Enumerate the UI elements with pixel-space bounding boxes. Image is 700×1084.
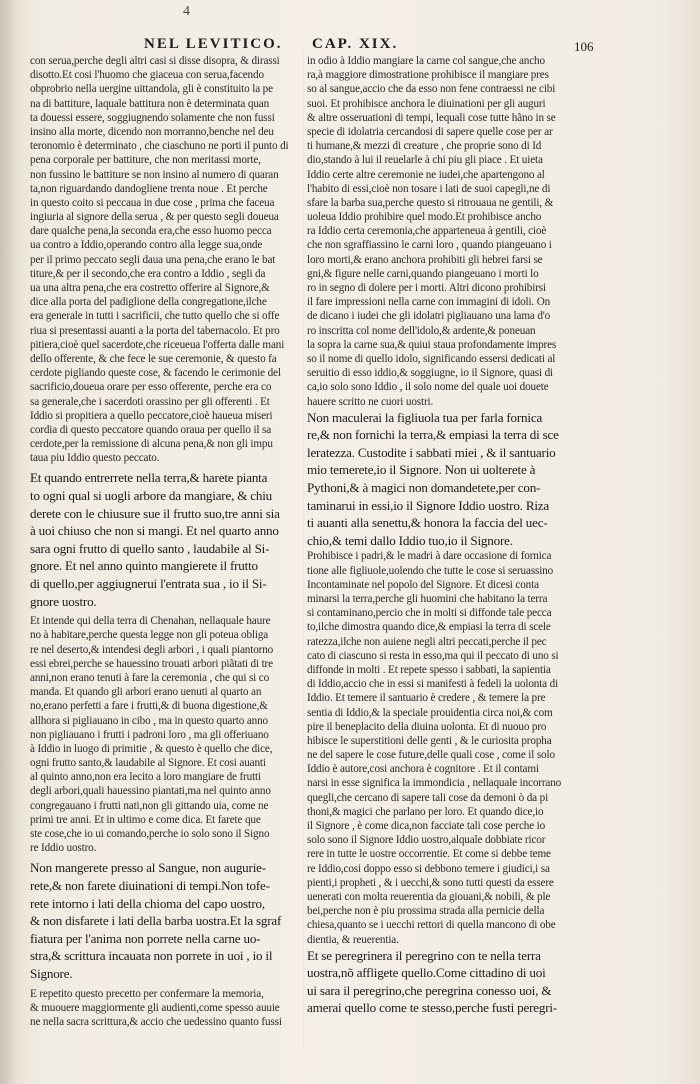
commentary-line: cato di ciascuno si resta in esso,ma qui il peccato di uno si	[307, 649, 559, 662]
commentary-line: essi ebrei,perche se hauessino trouati arbori piãtati di tre	[30, 657, 273, 670]
commentary-line: Iddio. Et temere il santuario è credere , & temere la pre	[307, 692, 546, 705]
running-head-chapter: CAP. XIX.	[312, 36, 399, 52]
commentary-line: manda. Et quando gli arbori erano uenuti al quarto an	[30, 686, 262, 699]
scripture-line: taminarui in essi,io il Signore Iddio uostro. Riza	[307, 497, 550, 513]
commentary-line: rere in tutte le uostre occorrentie. Et come si debbe teme	[307, 848, 551, 861]
commentary-line: dice alla porta del padiglione della congregatione,ilche	[30, 296, 267, 309]
commentary-line: cerdote,per la remissione di alcuna pena,& non gli impu	[30, 438, 273, 451]
scripture-line: chio,& temi dallo Iddio tuo,io il Signore.	[307, 532, 513, 548]
commentary-line: hibisce le superstitioni delle genti , & le curiosita propha	[307, 734, 552, 747]
commentary-line: ca,io solo sono Iddio , il solo nome del quale uoi douete	[307, 381, 549, 394]
commentary-line: de dicano i iudei che gli idolatri pigliauano una lama d'o	[307, 310, 551, 323]
commentary-line: gni,& figure nelle carni,quando piangeuano i morti lo	[307, 267, 539, 280]
commentary-line: per il primo peccato segli daua una pena,che erano le bat	[30, 253, 276, 266]
commentary-line: pitiera,cioè quel sacerdote,che riceueua l'offerta dalle mani	[30, 338, 285, 351]
top-mark: 4	[183, 4, 190, 19]
right-column	[307, 54, 597, 1064]
scripture-line: Non maculerai la figliuola tua per farla fornica	[307, 409, 543, 425]
commentary-line: no,erano perfetti a fare i frutti,& di buona digestione,&	[30, 700, 268, 713]
commentary-line: to,ilche dimostra quando dice,& empiasi la terra di scele	[307, 621, 551, 634]
commentary-line: dare qualche pena,la seconda era,che esso huomo pecca	[30, 225, 272, 238]
scripture-line: à uoi chiuso che non si mangi. Et nel quarto anno	[30, 523, 279, 539]
commentary-line: insino alla morte, dicendo non morranno,benche nel deu	[30, 125, 274, 138]
commentary-line: primi tre anni. Et in ultimo e come dica. Et farete que	[30, 813, 261, 826]
commentary-line: E repetito questo precetto per confermare la memoria,	[30, 987, 264, 1000]
commentary-line: sacrificio,doueua orare per esso offerente, perche era co	[30, 381, 272, 394]
commentary-line: Incontaminate nel popolo del Signore. Et dicesi conta	[307, 578, 539, 591]
commentary-line: non pigliauano i frutti i padroni loro , ma gli offeriuano	[30, 728, 269, 741]
scripture-line: Et quando entrerrete nella terra,& harete pianta	[30, 470, 268, 486]
scripture-line: Pythoni,& à magici non domandetete,per con-	[307, 480, 541, 496]
commentary-line: congregauano i frutti nati,non gli gittando uia, come ne	[30, 799, 269, 812]
commentary-line: sa generale,che i sacerdoti orassino per gli offerenti . Et	[30, 395, 270, 408]
scripture-line: re,& non fornichi la terra,& empiasi la terra di sce	[307, 427, 559, 443]
commentary-line: loro morti,& erano anchora prohibiti gli hebrei farsi se	[307, 253, 543, 266]
commentary-line: titure,& per il secondo,che era contro a Iddio , segli da	[30, 267, 266, 280]
scripture-line: rete,& non farete diuinationi di tempi.Non tofe-	[30, 877, 270, 893]
commentary-line: al quinto anno,non era lecito a loro mangiare de frutti	[30, 771, 261, 784]
commentary-line: thoni,& magici che parlano per loro. Et quando dice,io	[307, 805, 544, 818]
commentary-line: cerdote pigliando queste cose, & facendo le cerimonie del	[30, 367, 281, 380]
commentary-line: ro inscritta col nome dell'idolo,& ardente,& poneuan	[307, 324, 536, 337]
commentary-line: si contaminano,percio che in molti si diffonde tale pecca	[307, 607, 552, 620]
commentary-line: no à habitare,perche questa legge non gli poteua obliga	[30, 629, 269, 642]
commentary-line: allhora si pigliauano in cibo , ma in questo quarto anno	[30, 714, 268, 727]
commentary-line: ra,à maggiore dimostratione prohibisce il mangiare pres	[307, 69, 549, 82]
commentary-line: il fare impressioni nella carne con immagini di idoli. On	[307, 296, 551, 309]
scripture-line: derete con le chiusure sue il frutto suo,tre anni sia	[30, 505, 280, 521]
commentary-line: dientia, & reuerentia.	[307, 933, 399, 946]
commentary-line: Iddio è autore,cosi anchora è cognitore . Et il contami	[307, 763, 539, 776]
commentary-line: in questo coito si peccaua in due cose , prima che faceua	[30, 196, 275, 209]
commentary-line: riua si presentassi auanti a la porta del tabernacolo. Et pro	[30, 324, 280, 337]
commentary-line: ta douessi essere, soggiugnendo solamente che non fussi	[30, 111, 275, 124]
commentary-line: suoi. Et prohibisce anchora le diuinationi per gli auguri	[307, 97, 546, 110]
commentary-line: ingiuria al signore della serua , & per questo segli doueua	[30, 211, 279, 224]
commentary-line: & muouere maggiormente gli audienti,come spesso auuie	[30, 1001, 280, 1014]
commentary-line: sentia di Iddio,& la speciale prouidentia circa noi,& com	[307, 706, 553, 719]
scripture-line: fiatura per l'anima non porrete nella carne uo-	[30, 930, 261, 946]
scripture-line: di quello,per aggiugnerui l'entrata sua , io il Si-	[30, 576, 267, 591]
commentary-line: na di battiture, laquale battitura non è determinata quan	[30, 97, 270, 110]
commentary-line: obprobrio nella uergine uittandola, gli è constituito la pe	[30, 83, 273, 96]
commentary-line: Et intende qui della terra di Chenahan, nellaquale haure	[30, 615, 271, 628]
commentary-line: che non sgraffiassino le carni loro , quando piangeuano i	[307, 239, 552, 252]
scripture-line: ui sara il peregrino,che peregrina conesso uoi, &	[307, 982, 552, 998]
commentary-line: era generale in tutti i sacrificii, che tutto quello che si offe	[30, 310, 280, 323]
commentary-line: ne del sapere le cose future,delle quali cose , come il solo	[307, 749, 555, 762]
scripture-line: uostra,nõ affligete quello.Come cittadino di uoi	[307, 965, 546, 981]
commentary-line: disotto.Et cosi l'huomo che giaceua con serua,facendo	[30, 69, 264, 82]
commentary-line: ua una altra pena,che era costretto offerire al Signore,&	[30, 282, 270, 294]
commentary-line: taua piu Iddio questo peccato.	[30, 452, 160, 465]
commentary-line: pire il beneplacito della diuina uolonta. Et di nuouo pro	[307, 720, 547, 733]
commentary-line: uoleua Iddio prohibire quel modo.Et prohibisce ancho	[307, 211, 542, 224]
commentary-line: dello offerente, & che fece le sue ceremonie, & questo fa	[30, 352, 277, 365]
commentary-line: ratezza,ilche non auiene negli altri peccati,perche il pec	[307, 635, 547, 648]
running-head-book: NEL LEVITICO.	[144, 36, 283, 52]
commentary-line: Iddio si propitiera a quello peccatore,cioè haueua miseri	[30, 409, 273, 422]
commentary-line: ste cose,che io ui comando,perche io solo sono il Signo	[30, 828, 270, 840]
commentary-line: Prohibisce i padri,& le madri à dare occasione di fornica	[307, 550, 552, 563]
scripture-line: Et se peregrinera il peregrino con te nella terra	[307, 947, 541, 963]
commentary-line: uenerati con molta reuerentia da giouani,& nobili, & ple	[307, 890, 551, 903]
commentary-line: in odio à Iddio mangiare la carne col sangue,che ancho	[307, 55, 545, 67]
commentary-line: ti humane,& mezzi di creature , che proprie sono di Id	[307, 140, 542, 153]
commentary-line: con serua,perche degli altri casi si disse disopra, & dirassi	[30, 55, 280, 67]
scripture-line: stra,& scrittura incauata non porrete in uoi , io il	[30, 948, 273, 964]
commentary-line: teronomio è determinato , che ciaschuno ne porti il punto di	[30, 140, 289, 153]
scripture-line: rete intorno i lati della chioma del capo uostro,	[30, 895, 265, 911]
commentary-line: ne nella sacra scrittura,& accio che uedessino quanto fussi	[30, 1015, 282, 1028]
commentary-line: re Iddio,cosi doppo esso si debbono temere i giudici,i sa	[307, 862, 550, 875]
scripture-line: & non disfarete i lati della barba uostra.Et la sgraf	[30, 913, 282, 929]
scripture-line: leratezza. Custodite i sabbati miei , & il santuario	[307, 444, 556, 460]
scripture-line: gnore. Et nel anno quinto mangierete il frutto	[30, 558, 258, 574]
commentary-line: tione alle figliuole,uolendo che tutte le cose si seruassino	[307, 564, 554, 577]
commentary-line: sfare la barba sua,perche questo si ritrouaua ne gentili, &	[307, 196, 554, 209]
commentary-line: diffonde in molti . Et repete spesso i sabbati, la sapientia	[307, 663, 551, 676]
commentary-line: minarsi la terra,perche gli huomini che habitano la terra	[307, 593, 548, 605]
commentary-line: hauere scritto ne cuori uostri.	[307, 395, 434, 408]
commentary-line: ro in segno di dolere per i morti. Altri dicono prohibirsi	[307, 282, 546, 294]
commentary-line: il Signore , è come dica,non facciate tali cose perche io	[307, 820, 546, 832]
commentary-line: l'habito di essi,cioè non tosare i lati de suoi capegli,ne di	[307, 182, 551, 195]
commentary-line: bei,perche non è piu prossima strada alla pernicie della	[307, 905, 545, 918]
scripture-line: amerai quello come te stesso,perche fusti peregri-	[307, 1000, 557, 1016]
commentary-line: ogni frutto santo,& laudabile al Signore. Et cosi auanti	[30, 757, 266, 770]
column-gutter	[303, 50, 304, 1050]
commentary-line: la sopra la carne sua,& quiui staua profondamente impres	[307, 338, 557, 351]
scripture-line: ti auanti alla senettu,& honora la faccia del uec-	[307, 515, 548, 531]
folio-number: 106	[574, 39, 594, 54]
commentary-line: ua contro a Iddio,operando contro alla legge sua,onde	[30, 239, 263, 252]
commentary-line: specie di idolatria cercandosi di sapere quelle cose per ar	[307, 125, 553, 138]
scripture-line: gnore uostro.	[30, 593, 97, 609]
scripture-line: Signore.	[30, 965, 73, 981]
commentary-line: di Iddio,accio che in essi si manifesti à fedeli la uolonta di	[307, 678, 559, 691]
commentary-line: pienti,i propheti , & i uecchi,& sono tutti questi da essere	[307, 876, 554, 889]
commentary-line: à Iddio in luogo di primitie , & questo è quello che dice,	[30, 742, 273, 755]
commentary-line: chiesa,quanto se i uecchi rettori di quella mancono di obe	[307, 919, 556, 932]
scripture-line: to ogni qual si uogli arbore da mangiare, & chiu	[30, 488, 273, 504]
scripture-line: mio temerete,io il Signore. Non ui uolterete à	[307, 462, 536, 478]
commentary-line: quegli,che cercano di sapere tali cose da demoni ò da pi	[307, 791, 549, 804]
left-column	[30, 54, 300, 1064]
commentary-line: & altre osseruationi di tempi, lequali cose tutte hãno in se	[307, 111, 556, 124]
commentary-line: Iddio certe altre ceremonie ne iudei,che apartengono al	[307, 168, 545, 181]
commentary-line: so al sangue,accio che da esso non fene contraessi ne cibi	[307, 83, 556, 96]
commentary-line: degli arbori,quali hauessino piantati,ma nel quinto anno	[30, 785, 271, 798]
commentary-line: re nel deserto,& intendesi degli arbori , i quali piantorno	[30, 643, 274, 656]
commentary-line: dio,stando à lui il reuelarle à chi piu gli piace . Et uieta	[307, 154, 543, 167]
commentary-line: ta,non riguardando dandogliene trenta noue . Et perche	[30, 182, 268, 195]
commentary-line: pena corporale per battiture, che non meritassi morte,	[30, 154, 261, 167]
scripture-line: sara ogni frutto di quello santo , laudabile al Si-	[30, 540, 270, 556]
commentary-line: non fussino le battiture se non insino al numero di quaran	[30, 168, 279, 181]
commentary-line: narsi in esse significa la immondicia , nellaquale incorrano	[307, 777, 562, 790]
commentary-line: anni,non erano tenuti à fare la ceremonia , che qui si co	[30, 671, 270, 684]
commentary-line: cordia di questo peccatore quando oraua per quello il sa	[30, 423, 272, 436]
commentary-line: re Iddio uostro.	[30, 842, 97, 855]
scripture-line: Non mangerete presso al Sangue, non augurie-	[30, 860, 266, 876]
gutter-shadow	[0, 0, 18, 1084]
commentary-line: ra Iddio certa ceremonia,che apparteneua à gentili, cioè	[307, 225, 547, 238]
commentary-line: so il nome di quello idolo, significando essersi dedicati al	[307, 352, 556, 365]
commentary-line: solo sono il Signore Iddio uostro,alquale dobbiate ricor	[307, 834, 546, 847]
commentary-line: seruitio di esso iddio,& soggiugne, io il Signore, quasi di	[307, 367, 553, 380]
